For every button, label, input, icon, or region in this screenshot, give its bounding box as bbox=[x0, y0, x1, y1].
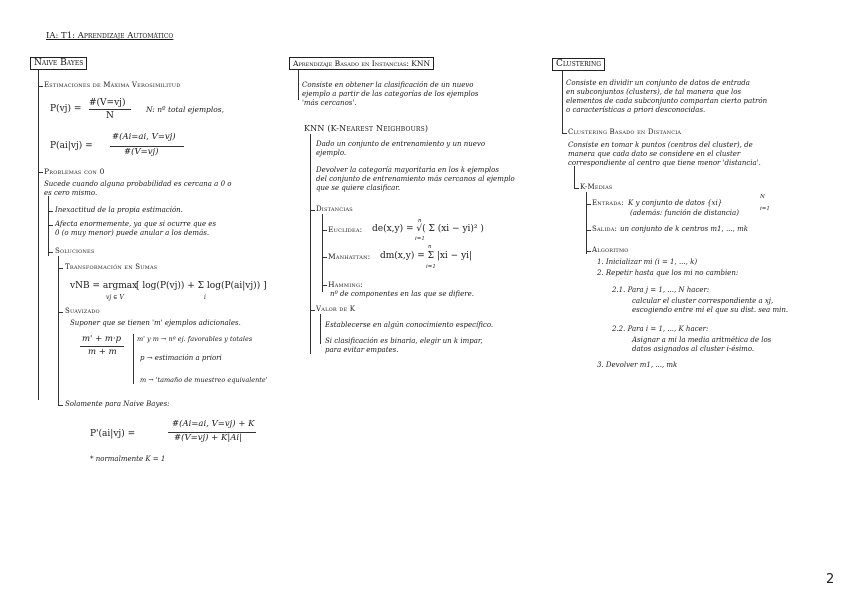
suavizado-num: m' + m·p bbox=[82, 334, 122, 344]
algoritmo-step-3: 3. Devolver m1, ..., mk bbox=[597, 361, 678, 369]
branch-line bbox=[38, 86, 43, 87]
formula-pvj-den: N bbox=[106, 111, 114, 121]
suavizado-item-3: m → 'tamaño de muestreo equivalente' bbox=[140, 376, 268, 384]
knn-box: Aprendizaje Basado en Instancias: KNN bbox=[289, 57, 434, 70]
manhattan-sub: i=1 bbox=[426, 264, 436, 270]
branch-line bbox=[586, 251, 591, 252]
euclidea-sub: i=1 bbox=[415, 236, 425, 242]
nb-formula-num: #(Ai=ai, V=vj) + K bbox=[172, 419, 255, 429]
manhattan-sup: n bbox=[428, 244, 432, 250]
problemas-tree-line bbox=[48, 196, 49, 256]
kmedias-heading: K-Medias bbox=[580, 183, 613, 191]
valor-k-item-2b: para evitar empates. bbox=[325, 346, 399, 354]
knn-step-2a: Devolver la categoría mayoritaria en los k ejemplos bbox=[316, 166, 499, 174]
transf-formula-right: [ log(P(vj)) + Σ log(P(ai|vj)) ] bbox=[136, 281, 267, 291]
knn-step-1a: Dado un conjunto de entrenamiento y un nuevo bbox=[316, 140, 486, 148]
cbd-text-1: Consiste en tomar k puntos (centros del cluster), de bbox=[568, 141, 753, 149]
valor-k-item-2a: Si clasificación es binaria, elegir un k impar, bbox=[325, 337, 483, 345]
knn-intro-3: 'más cercanos'. bbox=[302, 99, 357, 107]
clustering-box: Clustering bbox=[552, 58, 605, 71]
cbd-tree-line bbox=[574, 166, 575, 188]
algoritmo-step-22c: datos asignados al cluster i-ésimo. bbox=[632, 345, 755, 353]
knn-step-2b: del conjunto de entrenamiento más cercanos al ejemplo bbox=[316, 175, 515, 183]
problema-item-2b: 0 (o muy menor) puede anular a los demás. bbox=[55, 229, 210, 237]
salida-label: Salida: bbox=[592, 225, 618, 233]
col3-tree-line bbox=[562, 71, 563, 133]
problemas-heading: Problemas con 0 bbox=[44, 167, 105, 176]
formula-paivj-left: P(ai|vj) = bbox=[50, 141, 93, 151]
fraction-bar bbox=[89, 109, 131, 110]
branch-line bbox=[586, 204, 591, 205]
clustering-intro-1: Consiste en dividir un conjunto de datos de entrada bbox=[566, 79, 750, 87]
solo-naive-bayes: Solamente para Naive Bayes: bbox=[65, 400, 170, 408]
algoritmo-step-22b: Asignar a mi la media aritmética de los bbox=[632, 336, 772, 344]
knn-step-2c: que se quiere clasificar. bbox=[316, 184, 401, 192]
hamming-desc: nº de componentes en las que se difiere. bbox=[330, 290, 474, 298]
estimaciones-heading: Estimaciones de Máxima Verosimilitud bbox=[44, 81, 181, 89]
entrada-extra: (además: función de distancia) bbox=[630, 209, 739, 217]
distancias-heading: Distancias bbox=[316, 205, 353, 213]
naive-bayes-box: Naive Bayes bbox=[30, 57, 87, 70]
euclidea-sup: n bbox=[418, 218, 422, 224]
formula-pvj-left: P(vj) = bbox=[50, 104, 82, 114]
col1-tree-line bbox=[38, 70, 39, 400]
branch-line bbox=[310, 310, 315, 311]
entrada-sup: N bbox=[760, 194, 765, 200]
suavizado-text: Suponer que se tienen 'm' ejemplos adicionales. bbox=[70, 319, 241, 327]
entrada-sub: i=1 bbox=[760, 206, 770, 212]
algoritmo-step-21: 2.1. Para j = 1, ..., N hacer: bbox=[612, 286, 710, 294]
suavizado-heading: Suavizado bbox=[65, 307, 100, 315]
formula-paivj-den: #(V=vj) bbox=[124, 147, 159, 157]
branch-line bbox=[586, 230, 591, 231]
kmedias-tree-line bbox=[586, 192, 587, 254]
algoritmo-step-1: 1. Inicializar mi (i = 1, ..., k) bbox=[597, 258, 698, 266]
soluciones-heading: Soluciones bbox=[55, 247, 95, 255]
branch-line bbox=[574, 188, 579, 189]
branch-line bbox=[322, 230, 327, 231]
knn-intro-1: Consiste en obtener la clasificación de un nuevo bbox=[302, 81, 474, 89]
branch-line bbox=[48, 211, 53, 212]
cbd-text-2: manera que cada dato se considere en el cluster bbox=[568, 150, 741, 158]
nb-formula-den: #(V=vj) + K|Ai| bbox=[174, 433, 242, 443]
problema-item-1: Inexactitud de la propia estimación. bbox=[55, 206, 183, 214]
euclidea-label: Euclídea: bbox=[328, 225, 363, 234]
suavizado-item-2: p → estimación a priori bbox=[140, 354, 222, 362]
branch-line bbox=[58, 312, 63, 313]
suavizado-brace bbox=[133, 334, 134, 384]
algoritmo-step-21b: calcular el cluster correspondiente a xj, bbox=[632, 297, 774, 305]
branch-line bbox=[562, 133, 567, 134]
branch-line bbox=[310, 210, 315, 211]
branch-line bbox=[322, 257, 327, 258]
nb-note: * normalmente K = 1 bbox=[90, 455, 166, 463]
knn-heading: KNN (K-Nearest Neighbours) bbox=[304, 124, 429, 133]
branch-line bbox=[58, 268, 63, 269]
valor-k-heading: Valor de K bbox=[316, 305, 356, 313]
knn-tree-line bbox=[310, 134, 311, 354]
soluciones-tree-line bbox=[58, 256, 59, 406]
branch-line bbox=[38, 172, 43, 173]
cbd-heading: Clustering Basado en Distancia bbox=[568, 128, 682, 136]
transf-formula-sub: vj ∈ V bbox=[106, 294, 124, 301]
formula-paivj-num: #(Ai=ai, V=vj) bbox=[112, 132, 176, 142]
branch-line bbox=[48, 252, 53, 253]
valor-k-item-1: Establecerse en algún conocimiento específico. bbox=[325, 321, 494, 329]
formula-pvj-num: #(V=vj) bbox=[89, 98, 126, 108]
branch-line bbox=[322, 285, 327, 286]
algoritmo-step-21c: escogiendo entre mi el que su dist. sea min. bbox=[632, 306, 789, 314]
problemas-text-1: Sucede cuando alguna probabilidad es cercana a 0 o bbox=[44, 180, 232, 188]
clustering-intro-4: o características a priori desconocidas. bbox=[566, 106, 706, 114]
suavizado-item-1: m' y m → nº ej. favorables y totales bbox=[137, 335, 253, 343]
clustering-intro-2: en subconjuntos (clusters), de tal manera que los bbox=[566, 88, 742, 96]
valor-k-tree-line bbox=[320, 314, 321, 344]
page-title: IA: T1: Aprendizaje Automático bbox=[46, 31, 174, 41]
algoritmo-step-2: 2. Repetir hasta que los mi no cambien: bbox=[597, 269, 739, 277]
branch-line bbox=[48, 225, 53, 226]
manhattan-label: Manhattan: bbox=[328, 252, 371, 261]
col2-tree-line bbox=[298, 70, 299, 100]
clustering-intro-3: elementos de cada subconjunto compartan cierto patrón bbox=[566, 97, 768, 105]
entrada-desc: K y conjunto de datos {xi} bbox=[628, 199, 723, 207]
formula-pvj-note: N: nº total ejemplos, bbox=[146, 105, 225, 114]
transf-formula-left: vNB = argmax bbox=[70, 281, 138, 291]
branch-line bbox=[58, 405, 63, 406]
transformacion-heading: Transformación en Sumas bbox=[65, 263, 158, 271]
knn-step-1b: ejemplo. bbox=[316, 149, 347, 157]
euclidea-formula: de(x,y) = √( Σ (xi − yi)² ) bbox=[372, 224, 484, 234]
entrada-label: Entrada: bbox=[592, 199, 624, 207]
algoritmo-step-22: 2.2. Para i = 1, ..., K hacer: bbox=[612, 325, 709, 333]
salida-desc: un conjunto de k centros m1, ..., mk bbox=[620, 225, 748, 233]
hamming-label: Hamming: bbox=[328, 280, 363, 289]
page-number: 2 bbox=[826, 572, 835, 587]
cbd-text-3: correspondiente al centro que tiene menor 'distancia'. bbox=[568, 159, 761, 167]
nb-formula-left: P'(ai|vj) = bbox=[90, 429, 136, 439]
distancias-tree-line bbox=[322, 214, 323, 292]
suavizado-den: m + m bbox=[88, 347, 117, 357]
problema-item-2a: Afecta enormemente, ya que si ocurre que es bbox=[55, 220, 217, 228]
algoritmo-heading: Algoritmo bbox=[592, 246, 629, 254]
problemas-text-2: es cero mismo. bbox=[44, 189, 98, 197]
knn-intro-2: ejemplo a partir de las categorías de los ejemplos bbox=[302, 90, 479, 98]
manhattan-formula: dm(x,y) = Σ |xi − yi| bbox=[380, 251, 473, 261]
transf-sum-sub: i bbox=[204, 294, 206, 301]
